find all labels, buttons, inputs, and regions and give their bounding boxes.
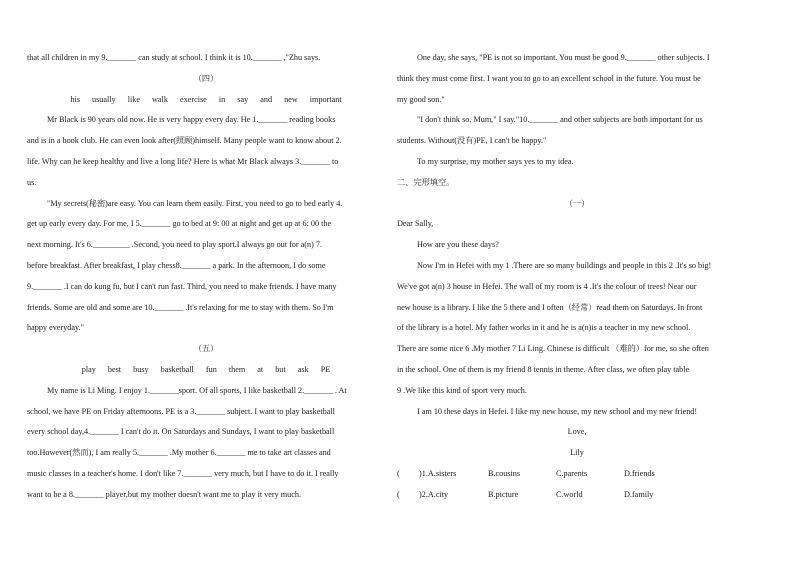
- option-d: D.family: [624, 489, 654, 499]
- text-line: friends. Some are old and some are 10._______ .It's relaxing for me to stay with them. So I'm: [27, 302, 334, 312]
- section-heading-1: （一）: [564, 198, 590, 208]
- text-line: think they must come first. I want you to go to an excellent school in the future. You must be: [397, 73, 701, 83]
- text-line: There are some nice 6 .My mother 7 Li Ling. Chinese is difficult （难的）for me, so she often: [397, 344, 709, 354]
- option-a: )1.A.sisters: [419, 468, 457, 478]
- option-a: )2.A.city: [419, 489, 449, 499]
- text-line: too.However(然而), I am really 5._______ .My mother 6._______ me to take art classes and: [27, 448, 331, 458]
- text-line: My name is Li Ming. I enjoy 1._______sport. Of all sports, I like basketball 2._______ . At: [47, 385, 347, 395]
- text-line: next morning. It's 6._________ .Second, you need to play sport.I always go out for a(n) 7.: [27, 240, 323, 250]
- text-line: Now I'm in Hefei with my 1 .There are so many buildings and people in this 2 .It's so big!: [417, 260, 712, 270]
- left-column: [27, 48, 385, 506]
- text-line: 9 .We like this kind of sport very much.: [397, 385, 527, 395]
- word-bank-5: play best busy basketball fun them at but ask PE: [81, 364, 331, 374]
- option-b: B.cousins: [488, 468, 521, 478]
- text-line: "My secrets(秘密)are easy. You can learn them easily. First, you need to go to bed early 4.: [47, 198, 343, 208]
- section-heading-4: （四）: [193, 73, 219, 83]
- text-line: "I don't think so, Mum," I say."10._______ and other subjects are both important for us: [417, 115, 703, 125]
- letter-signature: Lily: [570, 448, 584, 458]
- section-heading-cloze: 二、完形填空。: [397, 177, 455, 187]
- text-line: music classes in a teacher's home. I don't like 7._______ very much, but I have to do it. I really: [27, 468, 339, 478]
- text-line: want to be a 8._______ player,but my mother doesn't want me to play it very much.: [27, 489, 302, 499]
- text-line: before breakfast. After breakfast, I play chess8._______ a park. In the afternoon, I do some: [27, 260, 326, 270]
- text-line: school, we have PE on Friday afternoons. PE is a 3._______ subject. I want to play basketball: [27, 406, 335, 416]
- text-line: of the library is a hotel. My father works in it and he is a(n)is a teacher in my new school.: [397, 323, 691, 333]
- text-line: students. Without(没有)PE, I can't be happy.": [397, 136, 547, 146]
- letter-closing: Love,: [567, 427, 587, 437]
- letter-salutation: Dear Sally,: [397, 219, 434, 229]
- text-line: How are you these days?: [417, 240, 499, 250]
- text-line: 9._______ .I can do kung fu, but I can't run fast. Third, you need to make friends. I have many: [27, 281, 337, 291]
- right-column: [397, 48, 757, 506]
- option-b: B.picture: [488, 489, 519, 499]
- section-heading-5: （五）: [193, 344, 219, 354]
- text-line: and is in a book club. He can even look after(照顾)himself. Many people want to know about 2.: [27, 136, 342, 146]
- text-line: Mr Black is 90 years old now. He is very happy every day. He 1._______ reading books: [47, 115, 336, 125]
- text-line: One day, she says, "PE is not so important. You must be good 9._______ other subjects. I: [417, 53, 710, 62]
- text-line: life. Why can he keep healthy and live a long life? Here is what Mr Black always 3._______ to: [27, 156, 339, 166]
- text-line: get up early every day. For me, I 5._______ go to bed at 9: 00 at night and get up at 6: 00 the: [27, 219, 332, 229]
- text-line: us.: [27, 177, 37, 187]
- word-bank-4: his usually like walk exercise in say and new important: [70, 94, 342, 104]
- option-c: C.world: [556, 489, 583, 499]
- text-line: that all children in my 9._______ can study at school. I think it is 10._______ ,"Zhu says.: [27, 53, 321, 62]
- text-line: To my surprise, my mother says yes to my idea.: [417, 156, 574, 166]
- text-line: new house is a library. I like the 5 there and I often（经常）read them on Saturdays. In front: [397, 302, 703, 312]
- text-line: in the school. One of them is my friend 8 tennis in theme. After class, we often play table: [397, 364, 690, 374]
- text-line: We've got a(n) 3 house in Hefei. The wall of my room is 4 .It's the colour of trees! Near our: [397, 281, 697, 291]
- question-options-1: [397, 464, 757, 485]
- option-c: C.parents: [556, 468, 588, 478]
- text-line: every school day,4._______ I can't do it. On Saturdays and Sundays, I want to play basketball: [27, 427, 335, 437]
- text-line: I am 10 these days in Hefei. I like my new house, my new school and my new friend!: [417, 406, 698, 416]
- answer-paren[interactable]: (: [397, 489, 400, 499]
- text-line: my good son.": [397, 94, 445, 104]
- question-options-2: [397, 485, 757, 506]
- option-d: D.friends: [624, 468, 655, 478]
- text-line: happy everyday.": [27, 323, 84, 333]
- answer-paren[interactable]: (: [397, 468, 400, 478]
